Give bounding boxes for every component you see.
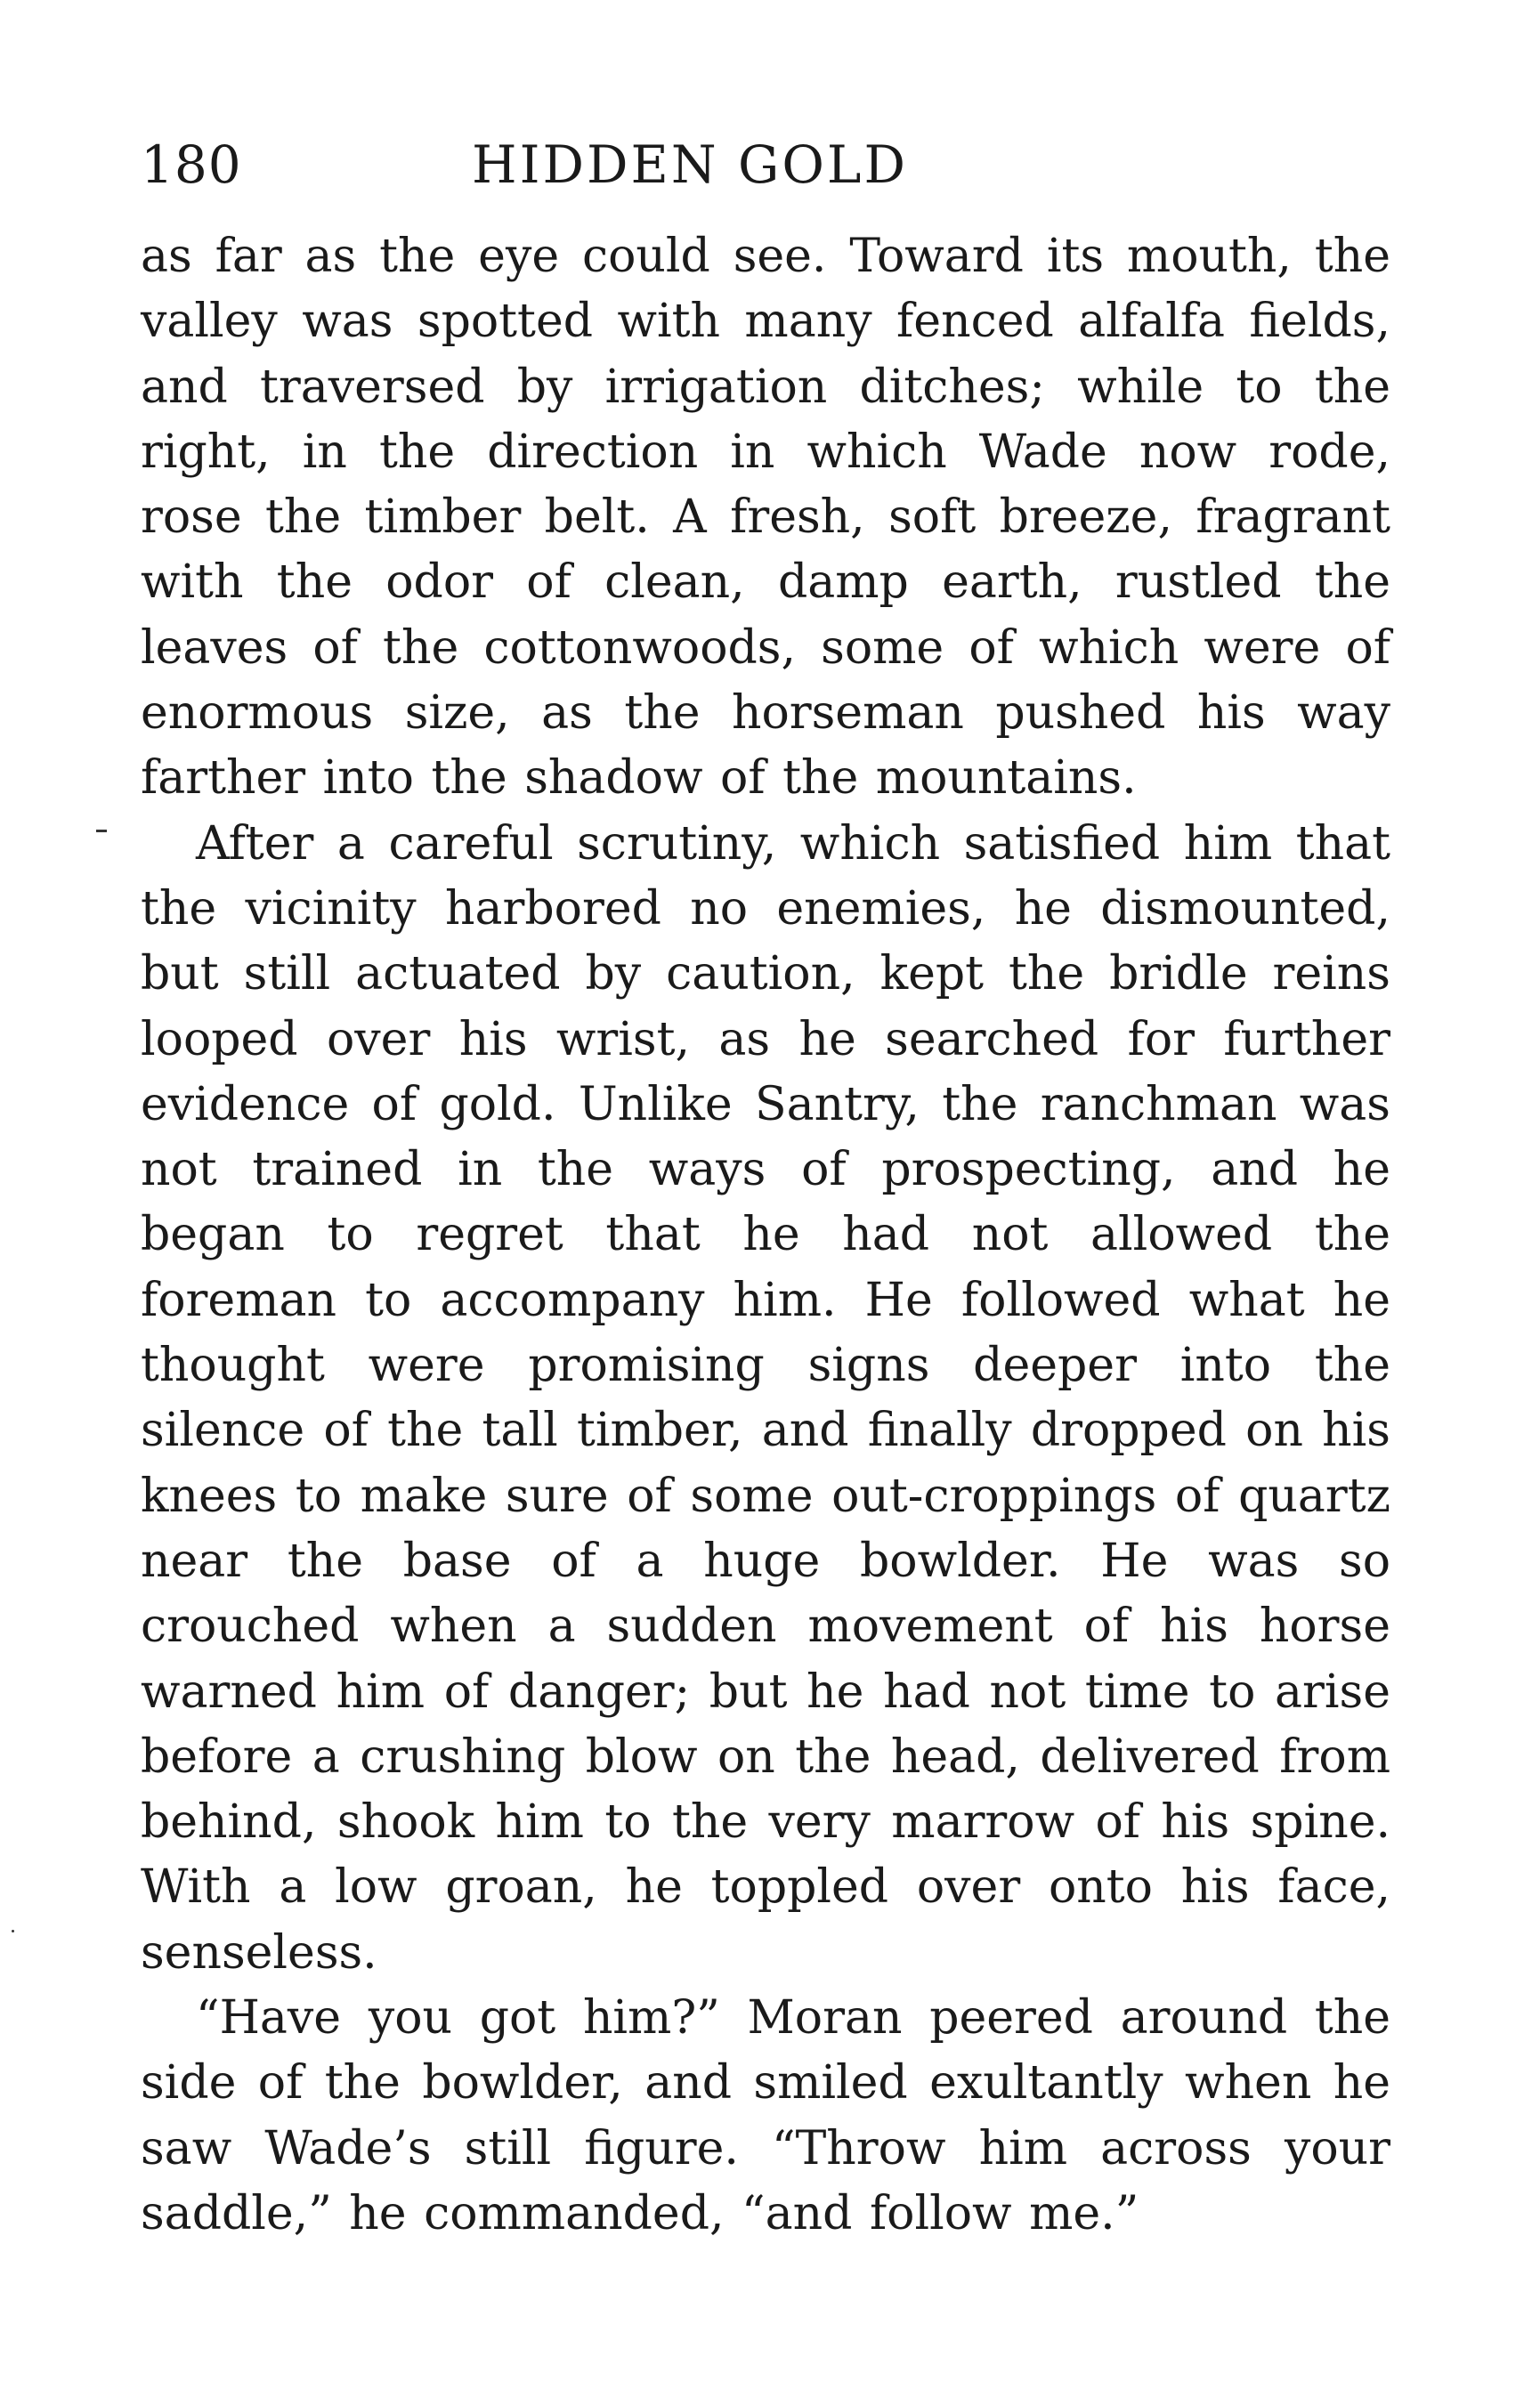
body-text (141, 224, 1390, 2247)
page-number: 180 (141, 134, 242, 195)
paragraph-continuation: as far as the eye could see. Toward its mouth, the valley was spotted with many fenced alfalfa fields, and traversed by irrigation ditches; while to the right, in the direction in which Wade now rode, rose the timber belt. A fresh, soft breeze, fragrant with the odor of clean, damp earth, rustled the leaves of the cottonwoods, some of which were of enormous size, as the horseman pushed his way farther into the shadow of the mountains. (141, 230, 1390, 806)
paragraph-ambush: After a careful scrutiny, which satisfied him that the vicinity harbored no enemies, he dismounted, but still actuated by caution, kept the bridle reins looped over his wrist, as he searched for further evidence of gold. Unlike Santry, the ranchman was not trained in the ways of prospecting, and he began to regret that he had not allowed the foreman to accompany him. He followed what he thought were promising signs deeper into the silence of the tall timber, and finally dropped on his knees to make sure of some out-croppings of quartz near the base of a huge bowlder. He was so crouched when a sudden movement of his horse warned him of danger; but he had not time to arise before a crushing blow on the head, delivered from behind, shook him to the very marrow of his spine. With a low groan, he toppled over onto his face, senseless. (141, 816, 1390, 1980)
book-title: HIDDEN GOLD (472, 134, 908, 195)
print-speck (12, 1930, 14, 1932)
paragraph-dialogue: “Have you got him?” Moran peered around the side of the bowlder, and smiled exultantly when he saw Wade’s still figure. “Throw him across your saddle,” he commanded, “and follow me.” (141, 1991, 1390, 2240)
margin-mark (96, 830, 107, 832)
running-head (141, 125, 1390, 205)
